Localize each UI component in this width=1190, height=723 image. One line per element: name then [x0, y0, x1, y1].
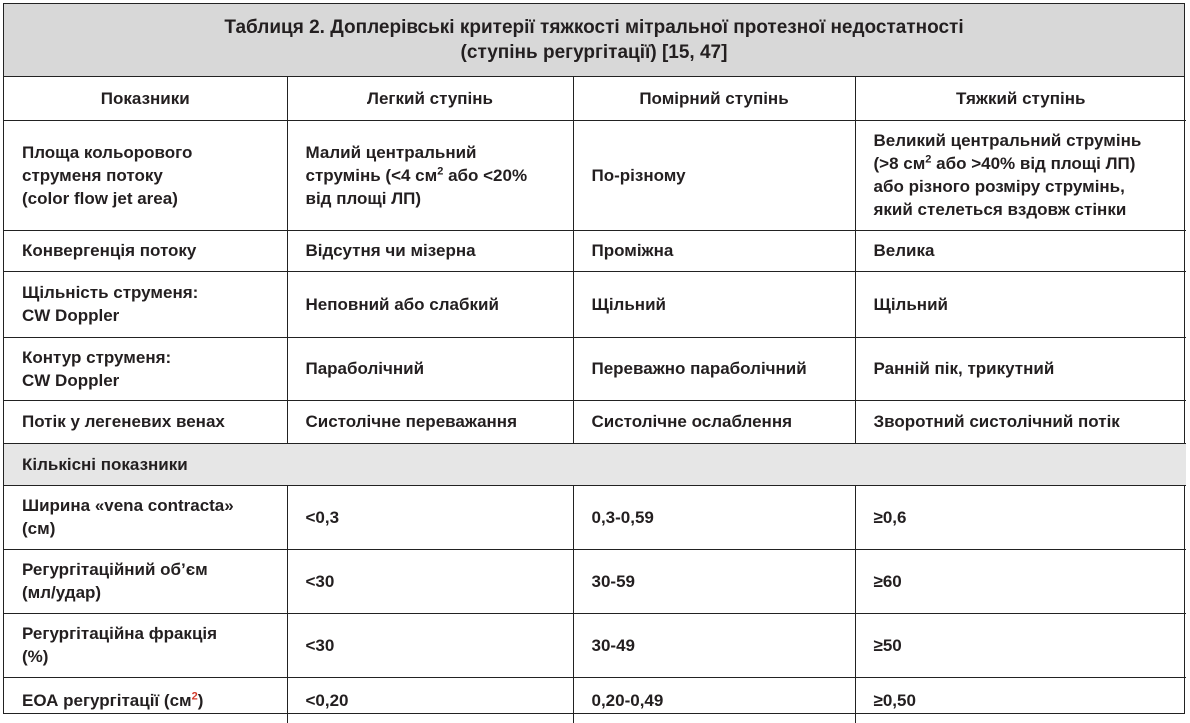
- table-row: [4, 271, 1186, 337]
- table-cell: Зворотний систолічний потік: [855, 400, 1186, 443]
- table-cell: ≥0,6: [855, 485, 1186, 549]
- table-row: [4, 613, 1186, 677]
- table-cell: 30-49: [573, 613, 855, 677]
- table-cell: Щільний: [573, 271, 855, 337]
- table-cell: Відсутня чи мізерна: [287, 230, 573, 271]
- table-row: [4, 337, 1186, 400]
- table-cell: Неповний або слабкий: [287, 271, 573, 337]
- table-cell: Потік у легеневих венах: [4, 400, 287, 443]
- table-row: [4, 400, 1186, 443]
- table-cell: Систолічне переважання: [287, 400, 573, 443]
- table-cell: Регургітаційний об’єм (мл/удар): [4, 549, 287, 613]
- table-cell: Проміжна: [573, 230, 855, 271]
- table-cell: Площа кольорового струменя потоку (color flow jet area): [4, 120, 287, 230]
- table-cell: ≥50: [855, 613, 1186, 677]
- header-row: [4, 77, 1186, 120]
- table-cell: Регургітаційна фракція (%): [4, 613, 287, 677]
- table-cell: <30: [287, 549, 573, 613]
- table-cell: Переважно параболічний: [573, 337, 855, 400]
- section-heading: Кількісні показники: [4, 443, 1186, 485]
- table-cell: Великий центральний струмінь (>8 $см^2$ або >40% від площі ЛП) або різного розміру струмінь, який стелеться вздовж стінки: [855, 120, 1186, 230]
- table-cell: Ширина «vena contracta» (см): [4, 485, 287, 549]
- criteria-table: [4, 77, 1186, 723]
- table-cell: <0,20: [287, 677, 573, 723]
- table-cell: Конвергенція потоку: [4, 230, 287, 271]
- table-cell: Ранній пік, трикутний: [855, 337, 1186, 400]
- column-header: Легкий ступінь: [287, 77, 573, 120]
- table-cell: Малий центральний струмінь (<4 $см^2$ або <20% від площі ЛП): [287, 120, 573, 230]
- table-row: [4, 120, 1186, 230]
- table-cell: <30: [287, 613, 573, 677]
- title-line-1: Таблиця 2. Доплерівські критерії тяжкості мітральної протезної недостатності: [224, 17, 964, 38]
- table-cell: По-різному: [573, 120, 855, 230]
- title-line-2: (ступінь регургітації) [15, 47]: [460, 42, 728, 63]
- table-row: [4, 549, 1186, 613]
- table-cell: 30-59: [573, 549, 855, 613]
- table-row: [4, 230, 1186, 271]
- column-header: Тяжкий ступінь: [855, 77, 1186, 120]
- table-cell: Щільність струменя: CW Doppler: [4, 271, 287, 337]
- criteria-table-frame: [3, 3, 1185, 714]
- table-cell: ЕОА регургітації $(см^2)$: [4, 677, 287, 723]
- table-cell: Параболічний: [287, 337, 573, 400]
- table-cell: 0,3-0,59: [573, 485, 855, 549]
- table-cell: ≥60: [855, 549, 1186, 613]
- column-header: Показники: [4, 77, 287, 120]
- table-cell: Систолічне ослаблення: [573, 400, 855, 443]
- column-header: Помірний ступінь: [573, 77, 855, 120]
- table-row: [4, 677, 1186, 723]
- section-row: [4, 443, 1186, 485]
- table-cell: Велика: [855, 230, 1186, 271]
- table-cell: <0,3: [287, 485, 573, 549]
- table-row: [4, 485, 1186, 549]
- table-cell: ≥0,50: [855, 677, 1186, 723]
- table-cell: Щільний: [855, 271, 1186, 337]
- table-cell: Контур струменя: CW Doppler: [4, 337, 287, 400]
- table-title: [4, 4, 1184, 77]
- table-cell: 0,20-0,49: [573, 677, 855, 723]
